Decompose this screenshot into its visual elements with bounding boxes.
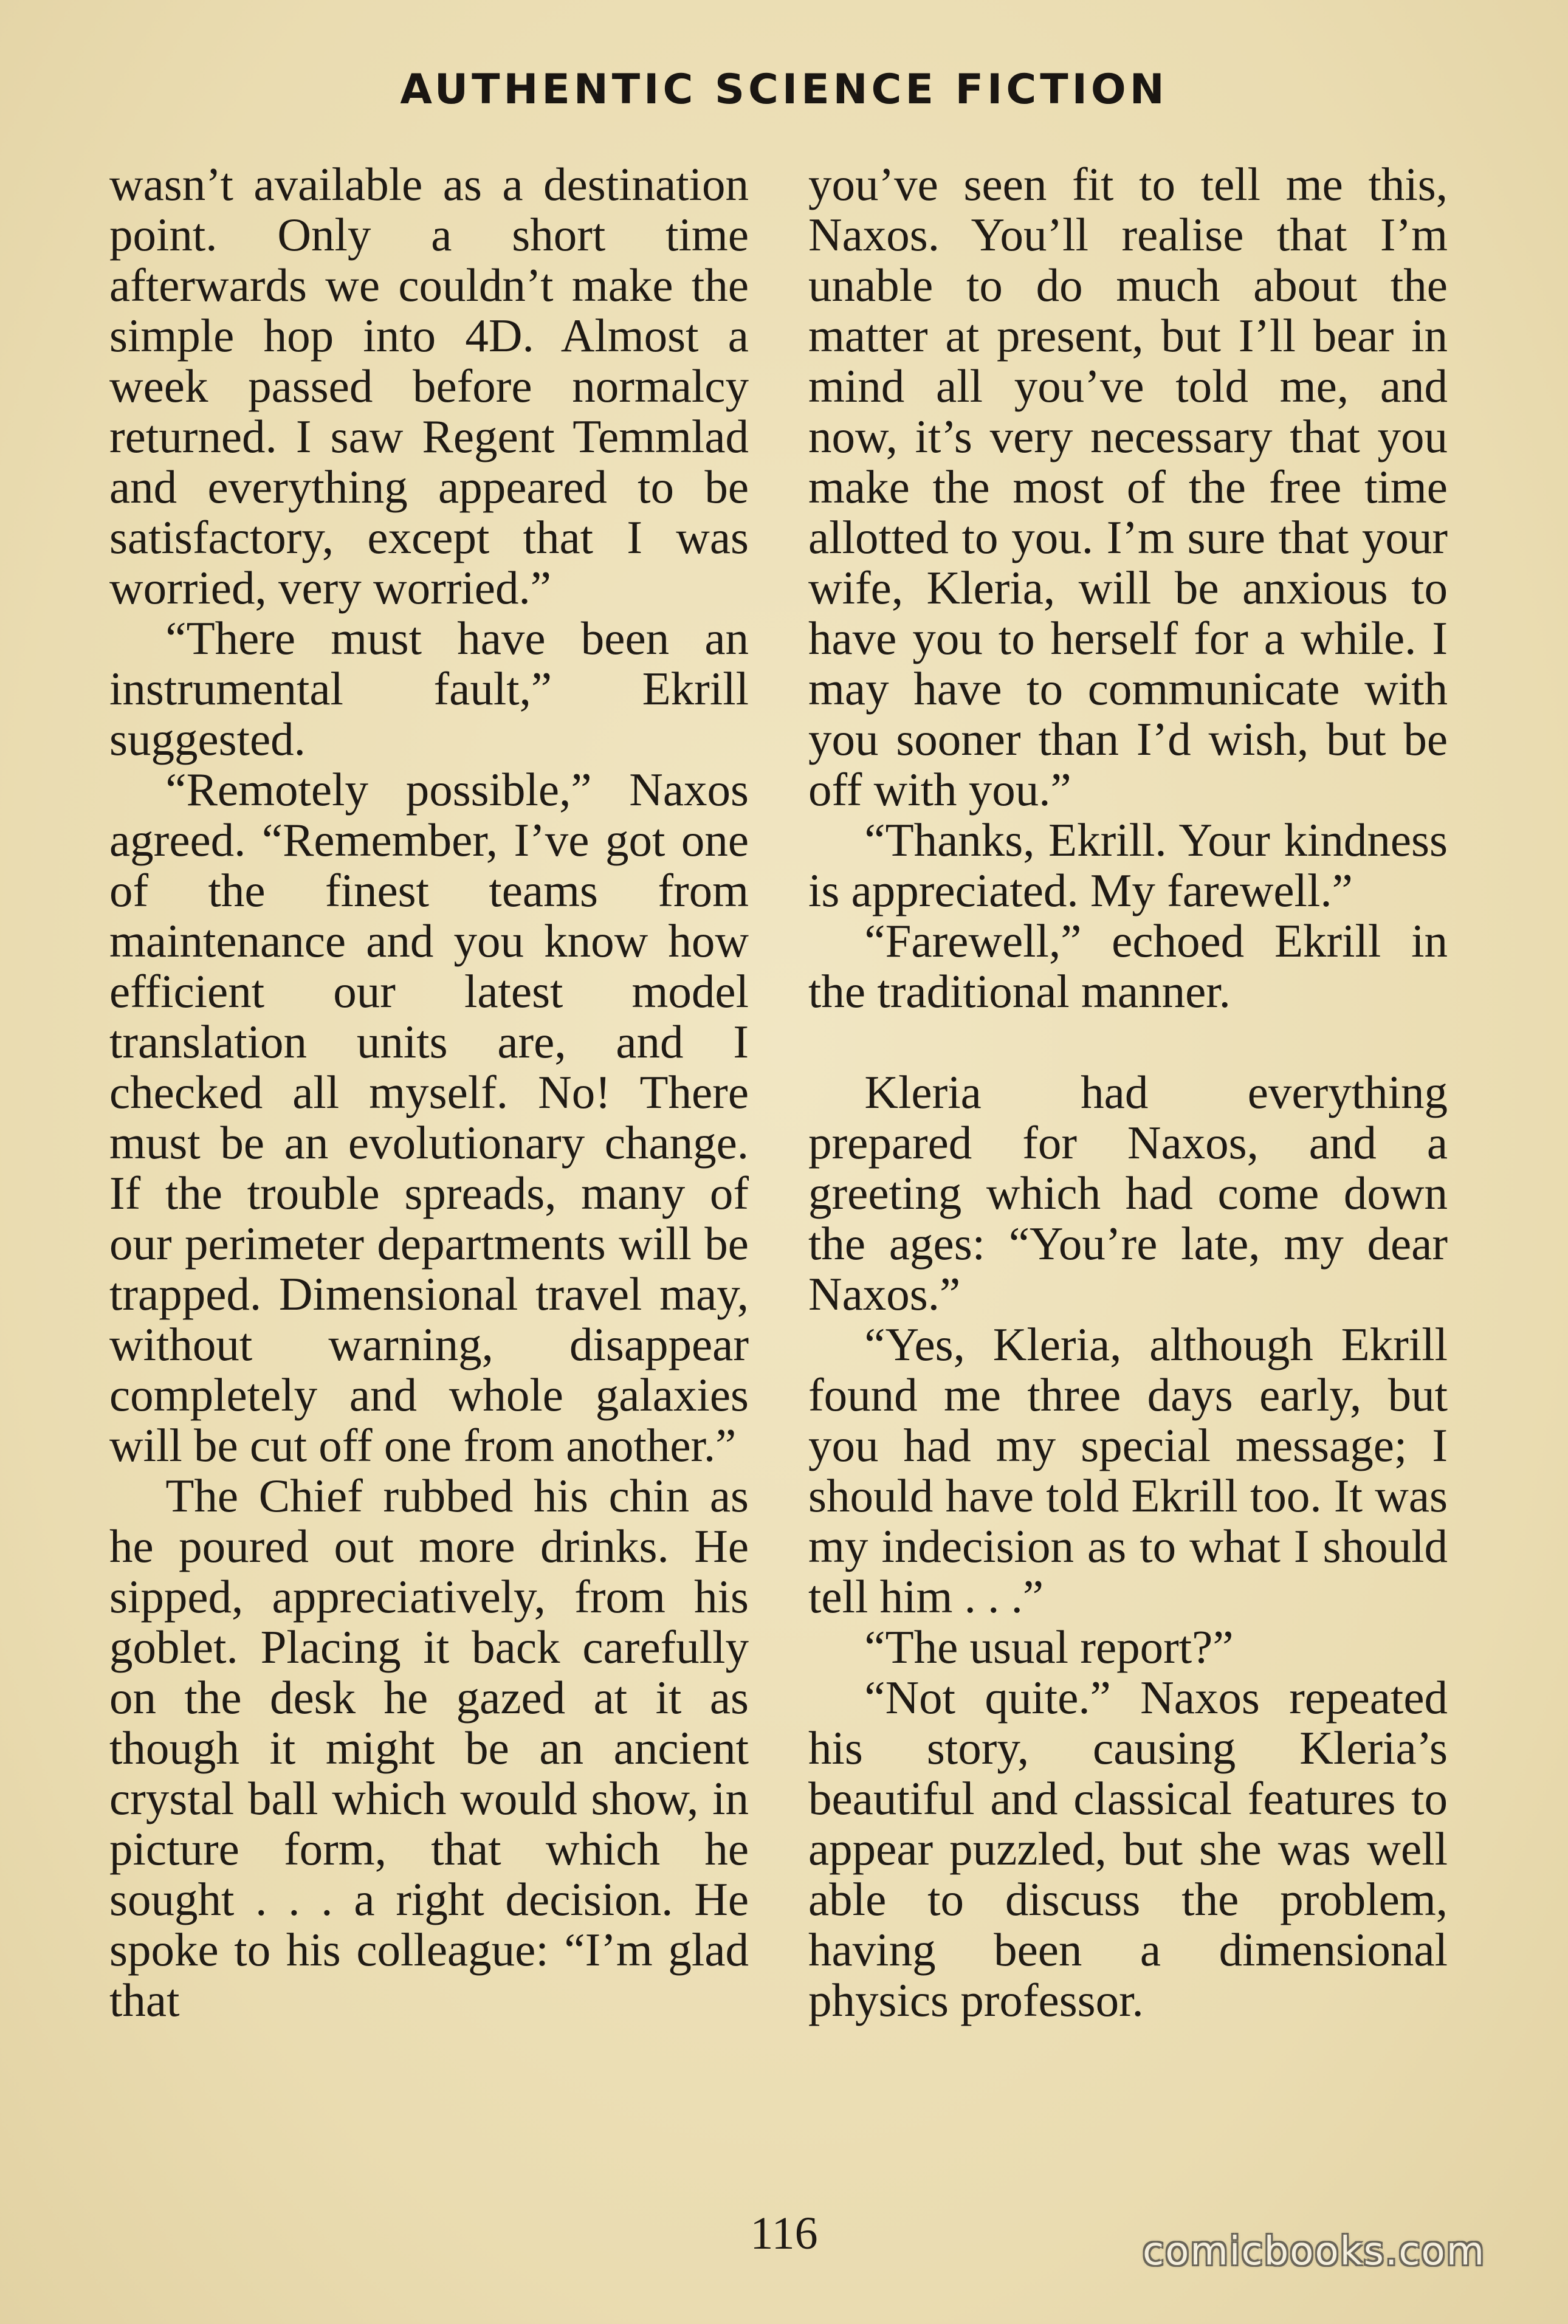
right-text-column — [808, 159, 1448, 2026]
site-watermark: comicbooks.com — [1143, 2229, 1486, 2274]
paragraph: Kleria had everything prepared for Naxos, and a greeting which had come down the ages: “You’re late, my dear Naxos.” — [808, 1066, 1448, 1320]
left-text-column — [109, 159, 749, 2026]
paragraph: “There must have been an instrumental fault,” Ekrill suggested. — [109, 612, 749, 765]
paragraph: The Chief rubbed his chin as he poured out more drinks. He sipped, appreciatively, from his goblet. Placing it back carefully on the desk he gazed at it as though it might be an ancient crystal ball which would show, in picture form, that which he sought . . . a right decision. He spoke to his colleague: “I’m glad that — [109, 1470, 749, 2026]
paragraph: “Remotely possible,” Naxos agreed. “Remember, I’ve got one of the finest teams from maintenance and you know how efficient our latest model translation units are, and I checked all myself. No! There must be an evolutionary change. If the trouble spreads, many of our perimeter departments will be trapped. Dimensional travel may, without warning, disappear completely and whole galaxies will be cut off one from another.” — [109, 763, 749, 1471]
paragraph: “Thanks, Ekrill. Your kindness is appreciated. My farewell.” — [808, 814, 1448, 916]
paragraph: “Farewell,” echoed Ekrill in the traditional manner. — [808, 915, 1448, 1017]
paragraph: you’ve seen fit to tell me this, Naxos. You’ll realise that I’m unable to do much about the matter at present, but I’ll bear in mind all you’ve told me, and now, it’s very necessary that you make the most of the free time allotted to you. I’m sure that your wife, Kleria, will be anxious to have you to herself for a while. I may have to communicate with you sooner than I’d wish, but be off with you.” — [808, 158, 1448, 816]
running-header: AUTHENTIC SCIENCE FICTION — [400, 66, 1168, 114]
page-number: 116 — [750, 2208, 818, 2259]
paragraph: wasn’t available as a destination point. Only a short time afterwards we couldn’t make the simple hop into 4D. Almost a week passed before normalcy returned. I saw Regent Temmlad and everything appeared to be satisfactory, except that I was worried, very worried.” — [109, 158, 749, 614]
paragraph: “Yes, Kleria, although Ekrill found me three days early, but you had my special message; I should have told Ekrill too. It was my indecision as to what I should tell him . . .” — [808, 1318, 1448, 1623]
paragraph: “The usual report?” — [864, 1621, 1234, 1673]
paragraph: “Not quite.” Naxos repeated his story, causing Kleria’s beautiful and classical features to appear puzzled, but she was well able to discuss the problem, having been a dimensional physics professor. — [808, 1671, 1448, 2026]
